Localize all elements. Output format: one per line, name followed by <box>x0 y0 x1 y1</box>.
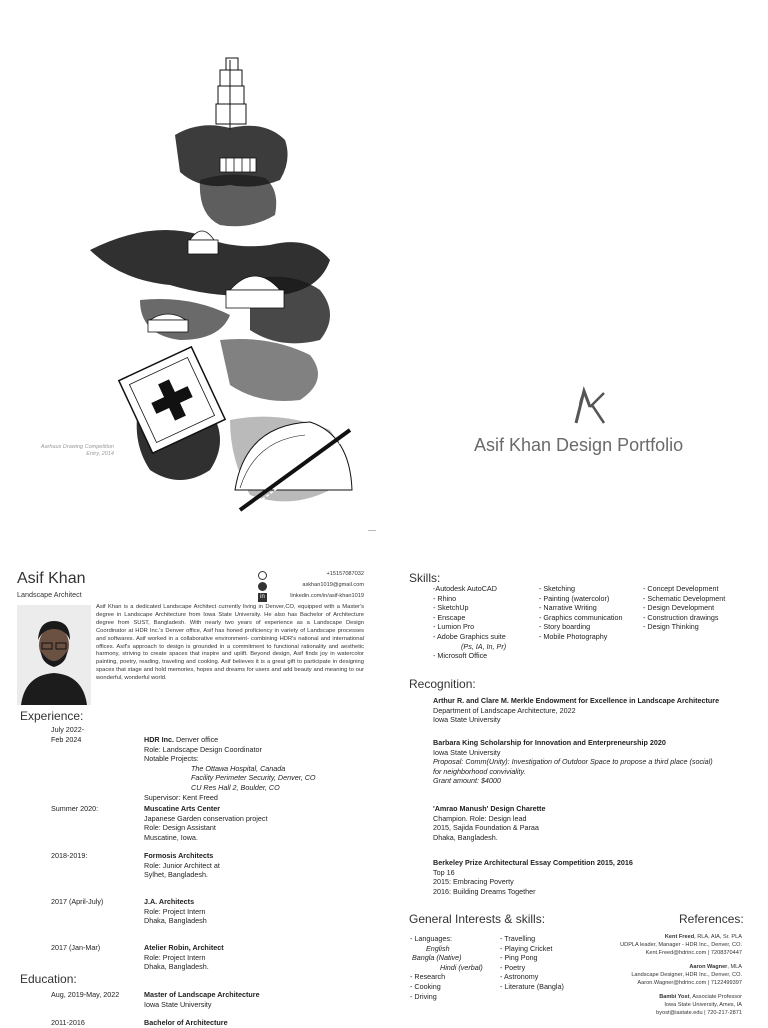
experience-line: Japanese Garden conservation project <box>144 813 268 823</box>
recognition-item <box>433 858 753 896</box>
experience-line: Role: Project Intern <box>144 952 206 962</box>
reference-name: Bambi Yost <box>659 994 690 1000</box>
experience-item <box>51 849 371 895</box>
experience-line: Role: Design Assistant <box>144 823 216 833</box>
reference-cred: , Associate Professor <box>689 994 742 1000</box>
experience-item <box>51 943 371 973</box>
contact-email-row <box>258 582 368 593</box>
profile-name: Asif Khan <box>17 570 86 587</box>
contact-phone[interactable]: +15157087032 <box>326 571 364 577</box>
recognition-item <box>433 804 753 858</box>
skill-item: - Sketching <box>539 584 575 593</box>
experience-item <box>51 725 371 801</box>
experience-item <box>51 895 371 943</box>
reference-line: UDPLA leader, Manager - HDR Inc., Denver, CO. <box>620 941 742 948</box>
contact-phone-row <box>258 571 368 582</box>
skill-item: - Microsoft Office <box>433 651 488 661</box>
contact-email[interactable]: askhan1019@gmail.com <box>302 582 364 588</box>
skill-item: - Mobile Photography <box>539 631 608 641</box>
recognition-title: Barbara King Scholarship for Innovation and Enterpreneurship 2020 <box>433 738 666 747</box>
experience-line: Supervisor: Kent Freed <box>144 792 218 802</box>
ak-logo-icon <box>570 383 610 425</box>
linkedin-icon: in <box>258 593 267 602</box>
recognition-title: Arthur R. and Clare M. Merkle Endowment for Excellence in Landscape Architecture <box>433 696 720 705</box>
education-school: Iowa State University <box>144 999 212 1009</box>
interest-item: - Cooking <box>410 981 441 991</box>
experience-date: July 2022- Feb 2024 <box>51 725 85 744</box>
interest-item: Bangla (Native) <box>412 953 462 963</box>
skill-item: - Rhino <box>433 593 457 603</box>
experience-line: Sylhet, Bangladesh. <box>144 870 208 880</box>
recognition-line: Grant amount: $4000 <box>433 776 501 786</box>
interest-item: - Astronomy <box>500 972 539 982</box>
recognition-line: 2015: Embracing Poverty <box>433 877 514 887</box>
skill-item: - Adobe Graphics suite <box>433 631 506 641</box>
interest-item: - Ping Pong <box>500 953 538 963</box>
experience-date: 2017 (Jan-Mar) <box>51 943 101 952</box>
experience-date: 2017 (April-July) <box>51 897 104 906</box>
recognition-heading: Recognition: <box>409 677 476 691</box>
skills-col-software <box>433 584 538 661</box>
interests-col-2 <box>500 934 590 992</box>
experience-org: Formosis Architects <box>144 851 214 860</box>
reference-line: Landscape Designer, HDR Inc., Denver, CO. <box>631 971 742 978</box>
experience-body <box>144 735 315 802</box>
experience-list <box>51 725 371 973</box>
education-degree: Master of Landscape Architecture <box>144 990 260 999</box>
education-degree: Bachelor of Architecture <box>144 1018 228 1027</box>
cover-divider <box>368 530 376 531</box>
recognition-line: for neighborhood conviviality. <box>433 766 526 776</box>
reference-item <box>590 934 742 964</box>
skill-item: -Autodesk AutoCAD <box>433 584 497 593</box>
experience-org: Atelier Robin, Architect <box>144 943 224 952</box>
skill-item: - Enscape <box>433 612 466 622</box>
profile-title: Landscape Architect <box>17 590 82 599</box>
recognition-title: Berkeley Prize Architectural Essay Competition 2015, 2016 <box>433 858 633 867</box>
experience-line: Dhaka, Bangladesh. <box>144 962 209 972</box>
experience-line: Muscatine, Iowa. <box>144 832 198 842</box>
profile-bio: Asif Khan is a dedicated Landscape Architect currently living in Denver,CO, equipped with a Master's degree in Landscape Architecture from Iowa State University. He also has Bachelor of Architecture degree from SUST, Bangladesh. With nearly two years of experience as a Landscape Design Coordinator at HDR Inc.'s Denver office, Asif has honed proficiency in variety of Landscape processes and softwares. Asif worked in a collaborative environment- combining HDR's national and international offices. Asif's approach to design is grounded in a commitment to functional rationality and aesthetic harmony, striving to create spaces that inspire and uplift. Beyond design, Asif finds joy in watercolor painting, poetry, reading, traveling and cooking. Asif believes it is a great gift to participate in designing spaces that stage and hold memories, hopes and dreams for users and add beauty and meaning to our wonderful, wonderful world. <box>96 604 364 682</box>
experience-line: Dhaka, Bangladesh <box>144 916 207 926</box>
experience-org: Muscatine Arts Center <box>144 804 221 813</box>
cover-caption <box>0 444 114 458</box>
reference-item <box>590 994 742 1017</box>
tower-drawing <box>216 58 246 130</box>
experience-org: HDR Inc. <box>144 735 174 744</box>
experience-body <box>144 851 220 880</box>
interest-item: - Playing Cricket <box>500 943 553 953</box>
experience-item <box>51 801 371 849</box>
caption-line: Aarhaus Drawing Competition <box>40 444 114 450</box>
experience-line: Role: Landscape Design Coordinator <box>144 744 262 754</box>
interest-item: - Driving <box>410 991 437 1001</box>
interest-item: English <box>426 943 450 953</box>
skill-item: - Story boarding <box>539 622 591 632</box>
experience-date: 2018-2019: <box>51 851 88 860</box>
skill-item: - Concept Development <box>643 584 719 593</box>
cover-illustration <box>80 40 380 540</box>
experience-body <box>144 943 224 972</box>
interest-item: - Poetry <box>500 962 526 972</box>
reference-contact[interactable]: Kent.Freed@hdrinc.com | 7208370447 <box>645 949 742 956</box>
experience-line: Role: Project Intern <box>144 906 206 916</box>
avatar <box>17 605 91 705</box>
recognition-list <box>433 696 753 896</box>
portfolio-title: Asif Khan Design Portfolio <box>474 435 684 455</box>
recognition-title: 'Amrao Manush' Design Charette <box>433 804 546 813</box>
experience-line: Notable Projects: <box>144 754 199 764</box>
references-heading: References: <box>679 912 744 926</box>
recognition-line: Iowa State University <box>433 747 501 757</box>
phone-icon <box>258 571 267 580</box>
contact-linkedin-row <box>258 593 368 604</box>
education-item <box>51 990 371 1012</box>
interest-item: Hindi (verbal) <box>440 962 483 972</box>
recognition-line: Proposal: Comm(Unity): Investigation of Outdoor Space to propose a third place (social) <box>433 757 713 767</box>
reference-line: Iowa State University, Ames, IA <box>664 1001 742 1008</box>
contact-block <box>258 571 368 604</box>
recognition-line: Dhaka, Bangladesh. <box>433 832 498 842</box>
education-heading: Education: <box>20 972 77 986</box>
contact-linkedin[interactable]: linkedin.com/in/asif-khan1019 <box>290 593 364 599</box>
skills-col-creative <box>539 584 644 642</box>
education-list <box>51 990 371 1027</box>
experience-org-suffix: Denver office <box>173 735 219 744</box>
reference-cred: , MLA <box>727 964 742 970</box>
reference-item <box>590 964 742 994</box>
skill-item: - Design Development <box>643 603 715 613</box>
experience-project: Facility Perimeter Security, Denver, CO <box>191 773 316 783</box>
skill-item: - Design Thinking <box>643 622 699 632</box>
skills-col-design <box>643 584 753 632</box>
interests-heading: General Interests & skills: <box>409 912 546 926</box>
reference-name: Aaron Wagner <box>689 964 728 970</box>
skills-heading: Skills: <box>409 571 441 585</box>
recognition-line: Champion. Role: Design lead <box>433 813 527 823</box>
reference-contact[interactable]: Aaron.Wagner@hdrinc.com | 7122499397 <box>637 979 742 986</box>
skill-item: - Narrative Writing <box>539 603 597 613</box>
caption-line: Entry, 2014 <box>86 451 114 457</box>
experience-body <box>144 897 207 926</box>
recognition-item <box>433 738 753 804</box>
experience-project: CU Res Hall 2, Boulder, CO <box>191 782 280 792</box>
experience-project: The Ottawa Hospital, Canada <box>191 763 286 773</box>
skill-item: - SketchUp <box>433 603 469 613</box>
interest-item: - Research <box>410 972 446 982</box>
recognition-item <box>433 696 753 738</box>
reference-contact[interactable]: byost@iastate.edu | 720-217-2871 <box>656 1009 742 1016</box>
skill-item: - Schematic Development <box>643 593 726 603</box>
education-date: Aug, 2019-May, 2022 <box>51 990 120 999</box>
interest-item: - Travelling <box>500 934 536 943</box>
references-list <box>590 934 742 1017</box>
reference-cred: , RLA, AIA, Sr. PLA <box>694 934 742 940</box>
avatar-portrait <box>17 605 91 705</box>
skill-item: - Construction drawings <box>643 612 719 622</box>
experience-date: Summer 2020: <box>51 804 99 813</box>
experience-org: J.A. Architects <box>144 897 195 906</box>
education-date: 2011-2016 <box>51 1018 85 1027</box>
reference-name: Kent Freed <box>664 934 695 940</box>
recognition-line: Iowa State University <box>433 715 501 725</box>
recognition-line: 2016: Building Dreams Together <box>433 886 536 896</box>
experience-body <box>144 804 267 842</box>
recognition-line: Department of Landscape Architecture, 2022 <box>433 705 576 715</box>
experience-heading: Experience: <box>20 709 84 723</box>
experience-line: Role: Junior Architect at <box>144 860 220 870</box>
interest-item: - Languages: <box>410 934 452 943</box>
skill-item: - Lumion Pro <box>433 622 475 632</box>
skill-item: - Graphics communication <box>539 612 623 622</box>
interests-col-1 <box>410 934 500 1001</box>
education-item <box>51 1012 371 1027</box>
skill-item: - Painting (watercolor) <box>539 593 610 603</box>
education-body <box>144 990 260 1009</box>
recognition-line: Top 16 <box>433 867 455 877</box>
recognition-line: 2015, Sajida Foundation & Paraa <box>433 823 539 833</box>
email-icon <box>258 582 267 591</box>
interest-item: - Literature (Bangla) <box>500 981 564 991</box>
skill-item: (Ps, IA, In, Pr) <box>461 641 507 651</box>
